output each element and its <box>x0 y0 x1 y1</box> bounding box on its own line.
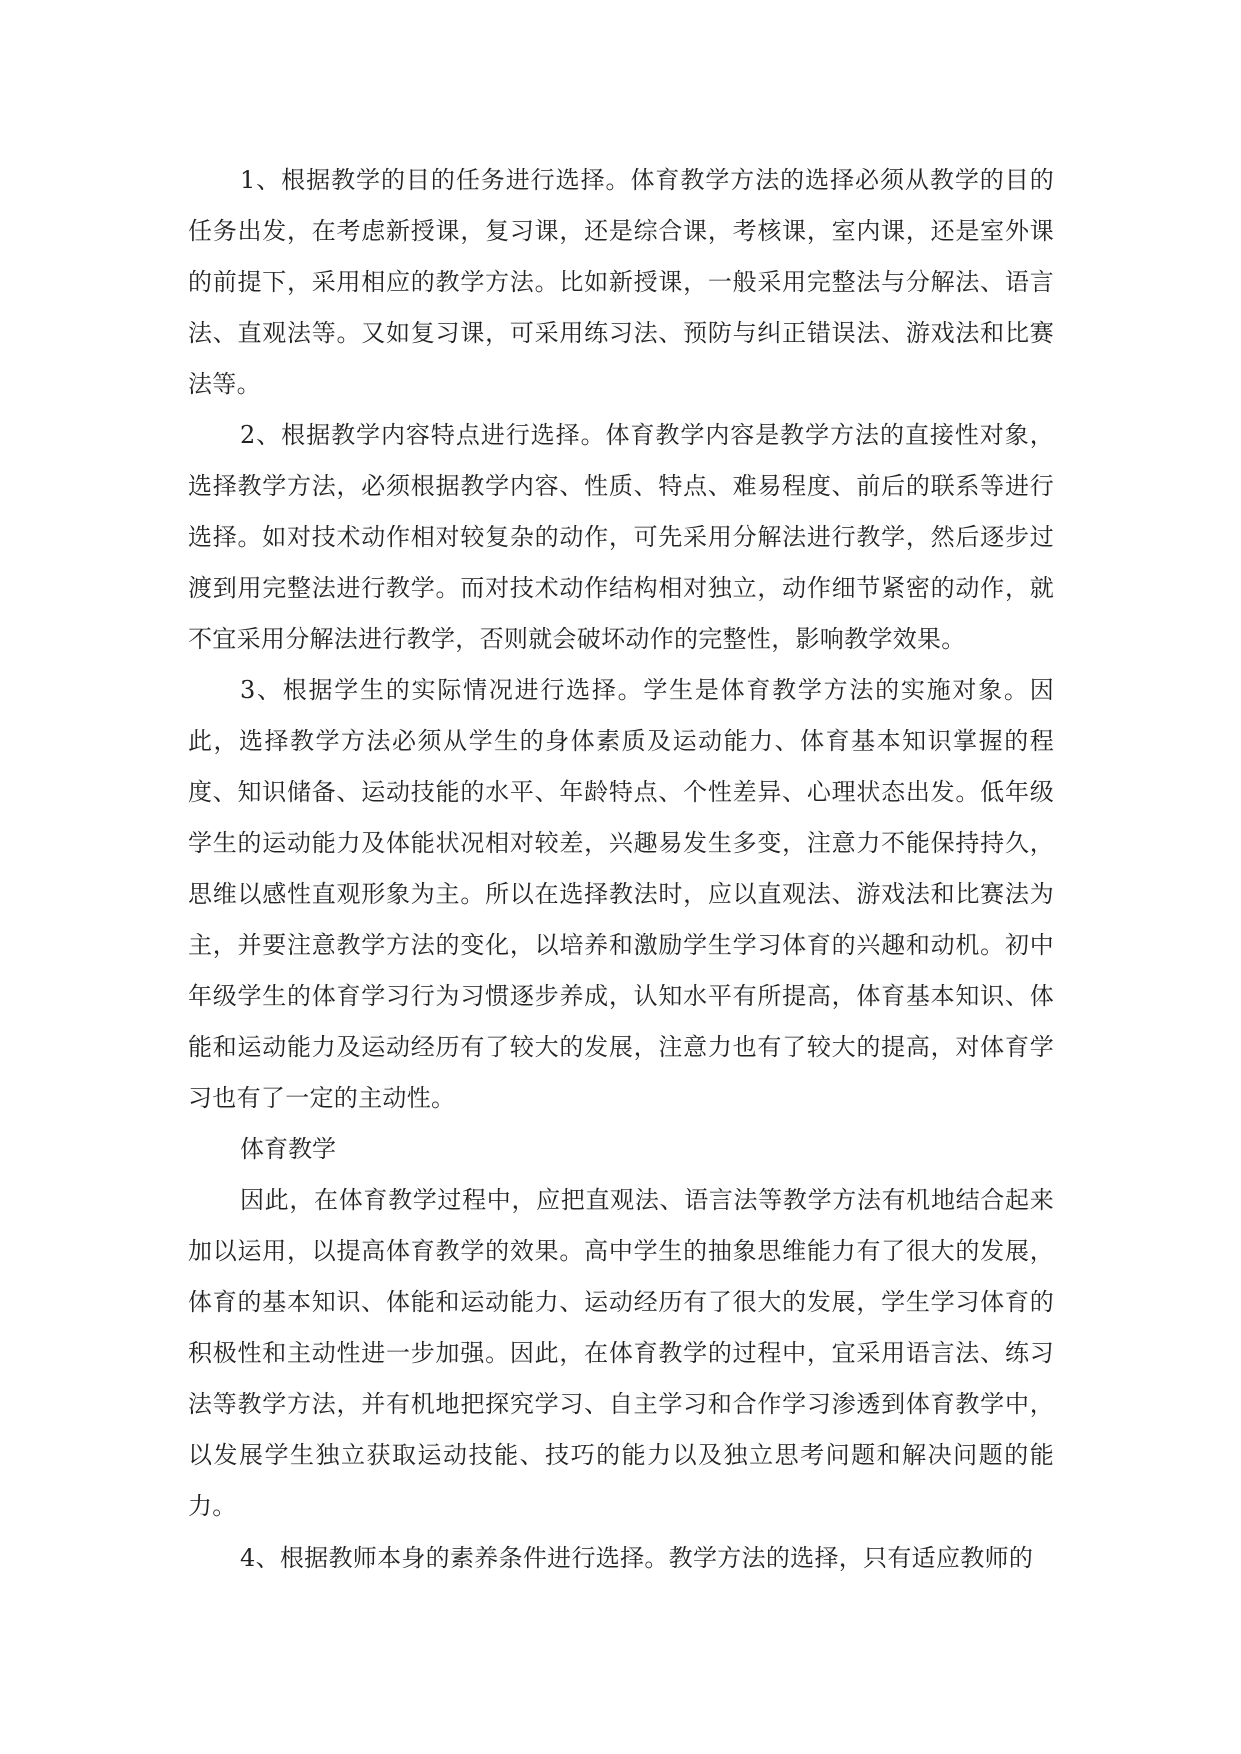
paragraph-3: 3、根据学生的实际情况进行选择。学生是体育教学方法的实施对象。因此，选择教学方法必须从学生的身体素质及运动能力、体育基本知识掌握的程度、知识储备、运动技能的水平、年龄特点、个性差异、心理状态出发。低年级学生的运动能力及体能状况相对较差，兴趣易发生多变，注意力不能保持持久，思维以感性直观形象为主。所以在选择教法时，应以直观法、游戏法和比赛法为主，并要注意教学方法的变化，以培养和激励学生学习体育的兴趣和动机。初中年级学生的体育学习行为习惯逐步养成，认知水平有所提高，体育基本知识、体能和运动能力及运动经历有了较大的发展，注意力也有了较大的提高，对体育学习也有了一定的主动性。 <box>188 676 1054 1112</box>
document-page <box>188 155 1054 1584</box>
section-heading: 体育教学 <box>240 1135 336 1163</box>
paragraph-2: 2、根据教学内容特点进行选择。体育教学内容是教学方法的直接性对象，选择教学方法，必须根据教学内容、性质、特点、难易程度、前后的联系等进行选择。如对技术动作相对较复杂的动作，可先采用分解法进行教学，然后逐步过渡到用完整法进行教学。而对技术动作结构相对独立，动作细节紧密的动作，就不宜采用分解法进行教学，否则就会破坏动作的完整性，影响教学效果。 <box>188 421 1054 653</box>
paragraph-after-heading: 因此，在体育教学过程中，应把直观法、语言法等教学方法有机地结合起来加以运用，以提高体育教学的效果。高中学生的抽象思维能力有了很大的发展，体育的基本知识、体能和运动能力、运动经历有了很大的发展，学生学习体育的积极性和主动性进一步加强。因此，在体育教学的过程中，宜采用语言法、练习法等教学方法，并有机地把探究学习、自主学习和合作学习渗透到体育教学中，以发展学生独立获取运动技能、技巧的能力以及独立思考问题和解决问题的能力。 <box>188 1186 1054 1520</box>
paragraph-4: 4、根据教师本身的素养条件进行选择。教学方法的选择，只有适应教师的 <box>240 1544 1034 1572</box>
paragraph-1: 1、根据教学的目的任务进行选择。体育教学方法的选择必须从教学的目的任务出发，在考虑新授课，复习课，还是综合课，考核课，室内课，还是室外课的前提下，采用相应的教学方法。比如新授课，一般采用完整法与分解法、语言法、直观法等。又如复习课，可采用练习法、预防与纠正错误法、游戏法和比赛法等。 <box>188 166 1054 398</box>
